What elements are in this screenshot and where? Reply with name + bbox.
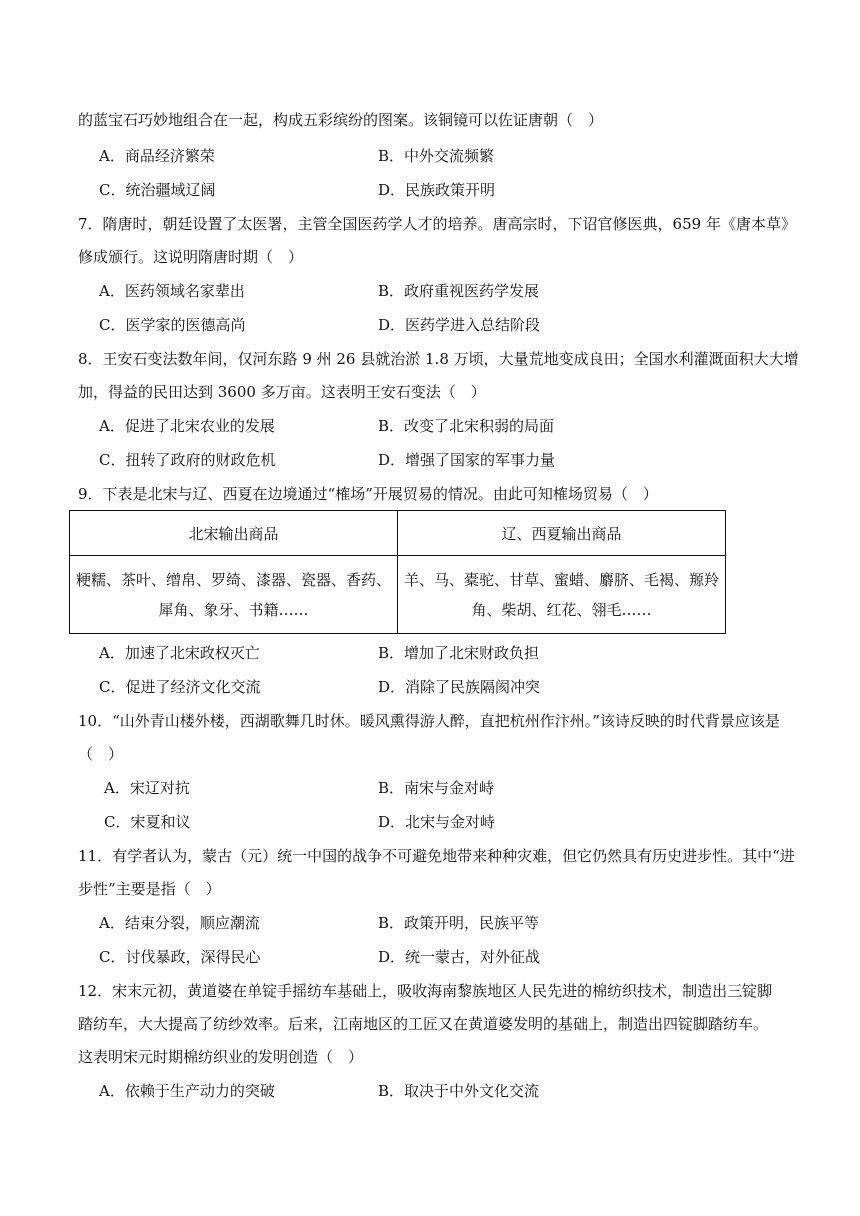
q11-option-c[interactable]: C．讨伐暴政，深得民心 [99, 948, 261, 966]
q10-option-c[interactable]: C．宋夏和议 [104, 813, 191, 831]
q10-stem-line-2: （ ） [78, 745, 124, 763]
q7-stem-line-1: 7．隋唐时，朝廷设置了太医署，主管全国医药学人才的培养。唐高宗时，下诏官修医典，659 年《唐本草》 [78, 215, 796, 233]
q6-option-c[interactable]: C．统治疆域辽阔 [99, 181, 216, 199]
q9-stem: 9．下表是北宋与辽、西夏在边境通过“榷场”开展贸易的情况。由此可知榷场贸易（ ） [78, 485, 658, 503]
liao-xixia-goods-line-1: 羊、马、橐驼、甘草、蜜蜡、麝脐、毛褐、羱羚 [404, 570, 720, 589]
q8-stem-line-1: 8．王安石变法数年间，仅河东路 9 州 26 县就治淤 1.8 万顷，大量荒地变成良田；全国水利灌溉面积大大增 [78, 350, 799, 368]
q10-option-b[interactable]: B．南宋与金对峙 [378, 779, 495, 797]
q9-trade-table [69, 510, 726, 634]
table-cell-liao-xixia-goods [398, 556, 726, 634]
q8-option-c[interactable]: C．扭转了政府的财政危机 [99, 451, 276, 469]
q8-option-a[interactable]: A．促进了北宋农业的发展 [99, 417, 275, 435]
q10-stem-line-1: 10．“山外青山楼外楼，西湖歌舞几时休。暖风熏得游人醉，直把杭州作汴州。”该诗反映的时代背景应该是 [78, 712, 780, 730]
q12-stem-line-1: 12．宋末元初，黄道婆在单锭手摇纺车基础上，吸收海南黎族地区人民先进的棉纺织技术，制造出三锭脚 [78, 982, 773, 1000]
table-header-liao-xixia: 辽、西夏输出商品 [398, 511, 726, 556]
q9-option-d[interactable]: D．消除了民族隔阂冲突 [378, 678, 541, 696]
song-goods-line-1: 粳糯、茶叶、缯帛、罗绮、漆器、瓷器、香药、 [76, 570, 392, 589]
q7-option-a[interactable]: A．医药领域名家辈出 [99, 282, 245, 300]
q8-stem-line-2: 加，得益的民田达到 3600 多万亩。这表明王安石变法（ ） [78, 383, 486, 401]
q8-option-d[interactable]: D．增强了国家的军事力量 [378, 451, 556, 469]
q11-option-b[interactable]: B．政策开明，民族平等 [378, 914, 540, 932]
q9-option-a[interactable]: A．加速了北宋政权灭亡 [99, 644, 260, 662]
q10-option-d[interactable]: D．北宋与金对峙 [378, 813, 496, 831]
q11-stem-line-2: 步性”主要是指（ ） [78, 880, 221, 898]
table-row [70, 556, 726, 634]
q12-option-a[interactable]: A．依赖于生产动力的突破 [99, 1082, 275, 1100]
q9-option-c[interactable]: C．促进了经济文化交流 [99, 678, 261, 696]
q8-option-b[interactable]: B．改变了北宋积弱的局面 [378, 417, 555, 435]
song-goods-line-2: 犀角、象牙、书籍…… [158, 600, 309, 619]
q7-option-c[interactable]: C．医学家的医德高尚 [99, 316, 246, 334]
q9-option-b[interactable]: B．增加了北宋财政负担 [378, 644, 540, 662]
q6-option-d[interactable]: D．民族政策开明 [378, 181, 496, 199]
q12-option-b[interactable]: B．取决于中外文化交流 [378, 1082, 540, 1100]
q11-option-a[interactable]: A．结束分裂，顺应潮流 [99, 914, 260, 932]
table-header-song: 北宋输出商品 [70, 511, 398, 556]
q6-option-a[interactable]: A．商品经济繁荣 [99, 147, 215, 165]
table-header-row [70, 511, 726, 556]
q11-option-d[interactable]: D．统一蒙古，对外征战 [378, 948, 541, 966]
q7-option-d[interactable]: D．医药学进入总结阶段 [378, 316, 541, 334]
q11-stem-line-1: 11．有学者认为，蒙古（元）统一中国的战争不可避免地带来种种灾难，但它仍然具有历史进步性。其中“进 [78, 847, 795, 865]
q12-stem-line-3: 这表明宋元时期棉纺织业的发明创造（ ） [78, 1048, 364, 1066]
q10-option-a[interactable]: A．宋辽对抗 [104, 779, 190, 797]
q6-option-b[interactable]: B．中外交流频繁 [378, 147, 495, 165]
q12-stem-line-2: 踏纺车，大大提高了纺纱效率。后来，江南地区的工匠又在黄道婆发明的基础上，制造出四锭脚踏纺车。 [78, 1015, 769, 1033]
liao-xixia-goods-line-2: 角、柴胡、红花、翎毛…… [471, 600, 652, 619]
q6-stem-tail: 的蓝宝石巧妙地组合在一起，构成五彩缤纷的图案。该铜镜可以佐证唐朝（ ） [78, 111, 604, 129]
table-cell-song-goods [70, 556, 398, 634]
q7-option-b[interactable]: B．政府重视医药学发展 [378, 282, 540, 300]
q7-stem-line-2: 修成颁行。这说明隋唐时期（ ） [78, 248, 304, 266]
